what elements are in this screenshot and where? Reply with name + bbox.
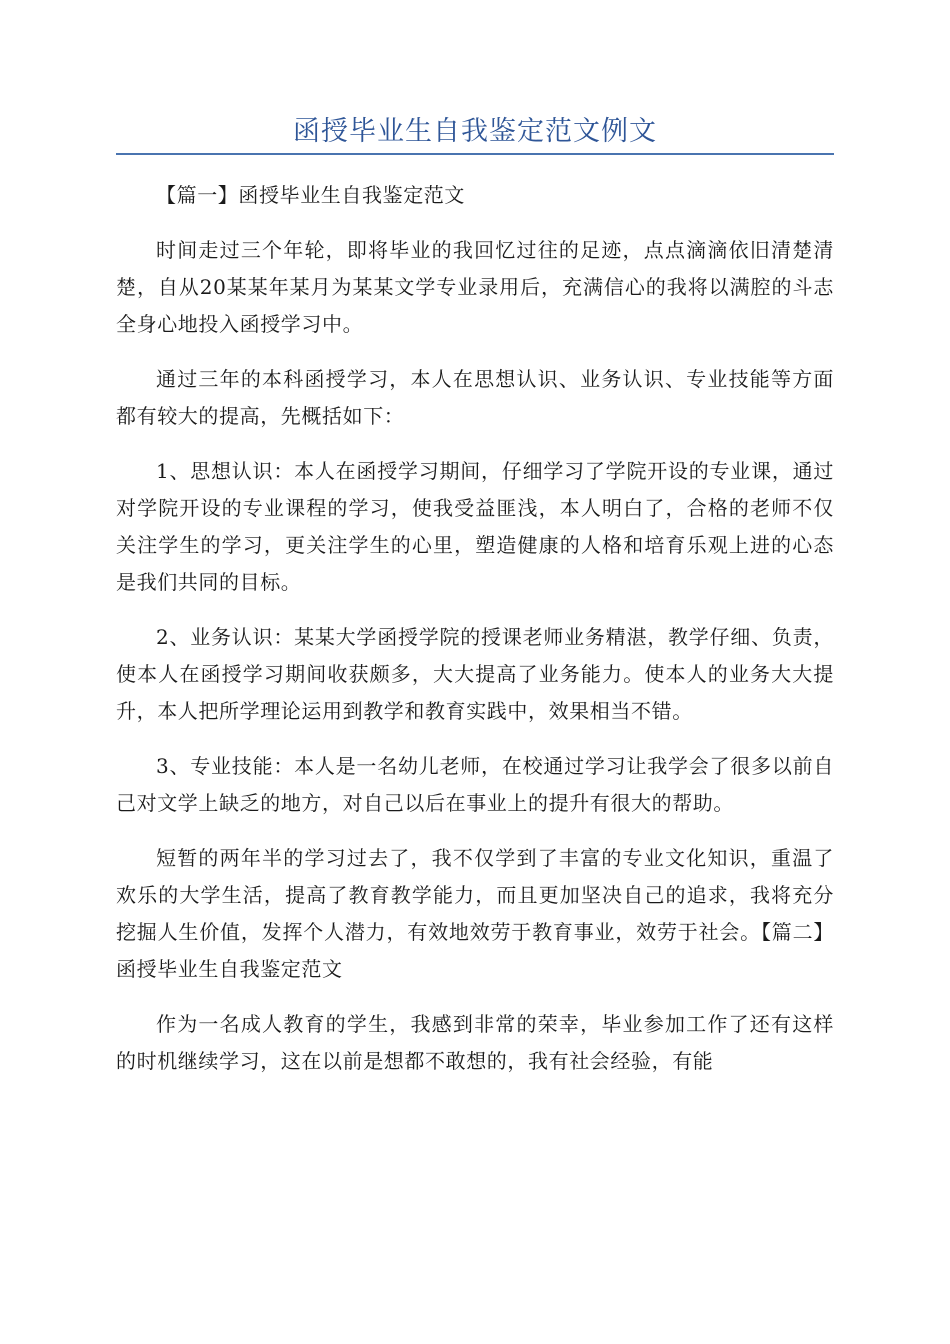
paragraph: 时间走过三个年轮，即将毕业的我回忆过往的足迹，点点滴滴依旧清楚清楚，自从20某某年某月为某某文学专业录用后，充满信心的我将以满腔的斗志全身心地投入函授学习中。 — [116, 238, 834, 336]
paragraph: 通过三年的本科函授学习，本人在思想认识、业务认识、专业技能等方面都有较大的提高，先概括如下： — [116, 367, 834, 428]
paragraph: 2、业务认识：某某大学函授学院的授课老师业务精湛，教学仔细、负责，使本人在函授学习期间收获颇多，大大提高了业务能力。使本人的业务大大提升，本人把所学理论运用到教学和教育实践中，效果相当不错。 — [116, 625, 834, 723]
page-title: 函授毕业生自我鉴定范文例文 — [293, 116, 657, 147]
paragraph: 1、思想认识：本人在函授学习期间，仔细学习了学院开设的专业课，通过对学院开设的专业课程的学习，使我受益匪浅，本人明白了，合格的老师不仅关注学生的学习，更关注学生的心里，塑造健康的人格和培育乐观上进的心态是我们共同的目标。 — [116, 459, 834, 594]
title-underline — [116, 153, 834, 155]
document-body — [116, 177, 834, 1098]
paragraph: 作为一名成人教育的学生，我感到非常的荣幸，毕业参加工作了还有这样的时机继续学习，这在以前是想都不敢想的，我有社会经验，有能 — [116, 1012, 834, 1073]
paragraph: 3、专业技能：本人是一名幼儿老师，在校通过学习让我学会了很多以前自己对文学上缺乏的地方，对自己以后在事业上的提升有很大的帮助。 — [116, 754, 834, 815]
paragraph: 短暂的两年半的学习过去了，我不仅学到了丰富的专业文化知识，重温了欢乐的大学生活，提高了教育教学能力，而且更加坚决自己的追求，我将充分挖掘人生价值，发挥个人潜力，有效地效劳于教育事业，效劳于社会。【篇二】函授毕业生自我鉴定范文 — [116, 846, 834, 981]
section-heading-1: 【篇一】函授毕业生自我鉴定范文 — [156, 183, 465, 207]
